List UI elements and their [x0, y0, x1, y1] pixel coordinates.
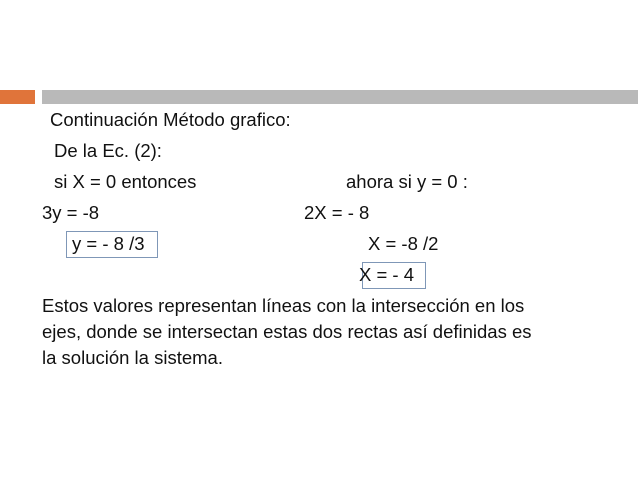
case-x-zero: si X = 0 entonces	[54, 171, 197, 192]
case-y-zero: ahora si y = 0 :	[346, 171, 468, 192]
x-division: X = -8 /2	[368, 233, 439, 254]
header-divider-bar	[42, 90, 638, 104]
header-accent-bar	[0, 90, 35, 104]
equation-3y: 3y = -8	[42, 202, 100, 223]
paragraph-line-3: la solución la sistema.	[42, 347, 223, 368]
paragraph-line-1: Estos valores representan líneas con la intersección en los	[42, 295, 525, 316]
y-result: y = - 8 /3	[72, 233, 145, 254]
x-result: X = - 4	[359, 264, 415, 285]
paragraph-line-2: ejes, donde se intersectan estas dos rectas así definidas es	[42, 321, 532, 342]
equation-reference: De la Ec. (2):	[54, 140, 162, 161]
equation-2x: 2X = - 8	[304, 202, 370, 223]
slide-title: Continuación Método grafico:	[50, 109, 291, 130]
